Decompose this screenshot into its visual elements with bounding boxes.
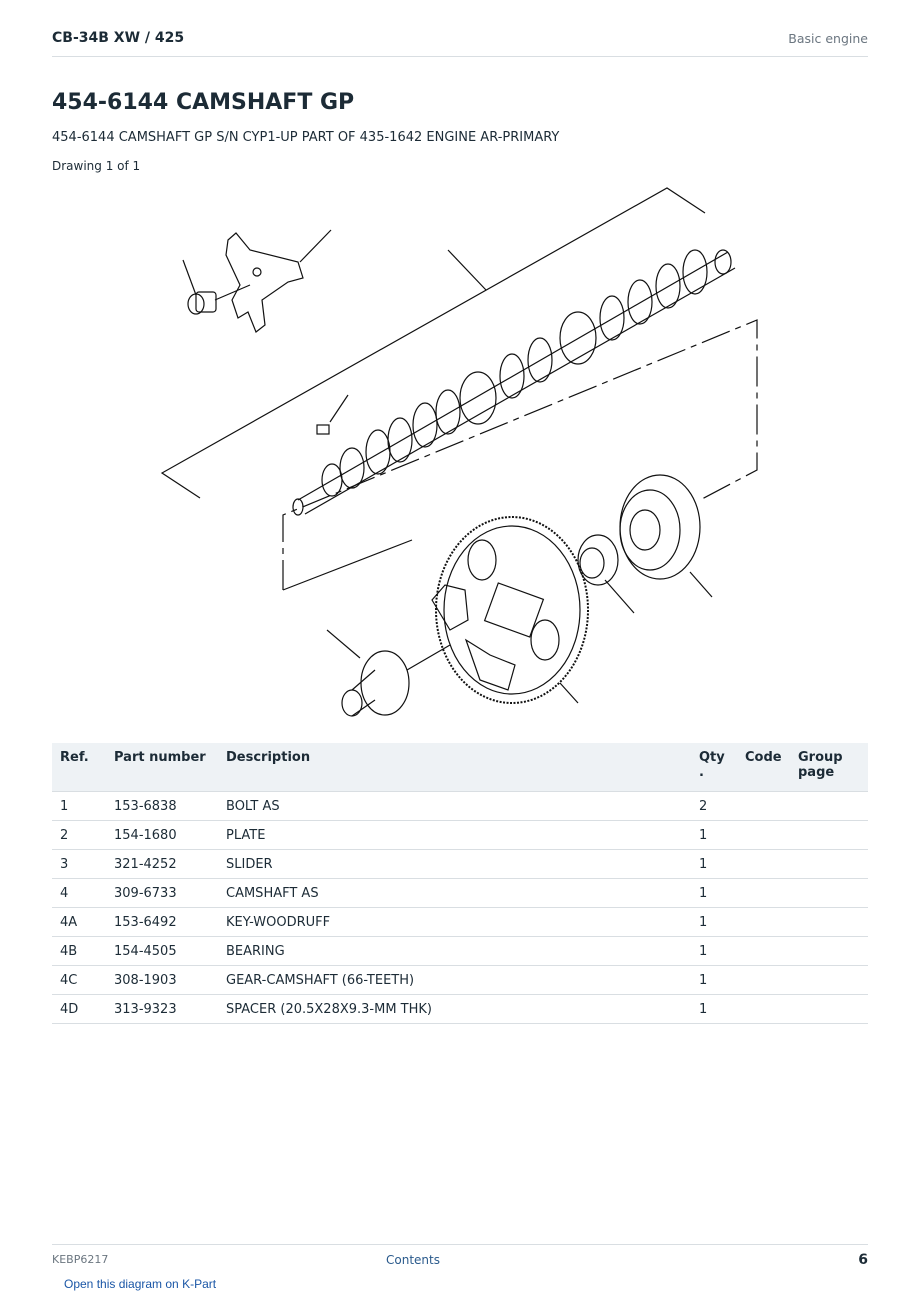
cell-qty: 1 <box>691 879 737 908</box>
cell-ref: 4 <box>52 879 106 908</box>
gear-drawing <box>432 517 588 703</box>
cell-description: BOLT AS <box>218 792 691 821</box>
cell-group-page <box>790 792 868 821</box>
woodruff-key-drawing <box>317 395 348 434</box>
cell-part-number: 308-1903 <box>106 966 218 995</box>
page-number: 6 <box>858 1252 868 1268</box>
page-subtitle: 454-6144 CAMSHAFT GP S/N CYP1-UP PART OF 435-1642 ENGINE AR-PRIMARY <box>52 130 560 145</box>
table-row <box>52 850 868 879</box>
cell-description: CAMSHAFT AS <box>218 879 691 908</box>
plate-drawing <box>226 230 331 332</box>
cell-qty: 1 <box>691 908 737 937</box>
cell-code <box>737 821 790 850</box>
cell-description: PLATE <box>218 821 691 850</box>
cell-description: SLIDER <box>218 850 691 879</box>
cell-qty: 1 <box>691 937 737 966</box>
cell-qty: 1 <box>691 821 737 850</box>
table-row <box>52 879 868 908</box>
table-row <box>52 995 868 1024</box>
open-diagram-link[interactable]: Open this diagram on K-Part <box>64 1277 217 1291</box>
parts-table <box>52 743 868 1024</box>
cell-part-number: 321-4252 <box>106 850 218 879</box>
cell-group-page <box>790 850 868 879</box>
page-title: 454-6144 CAMSHAFT GP <box>52 90 355 115</box>
table-row <box>52 908 868 937</box>
bolt-drawing <box>183 260 250 314</box>
cell-code <box>737 995 790 1024</box>
cell-ref: 1 <box>52 792 106 821</box>
table-row <box>52 937 868 966</box>
page-header <box>52 28 868 57</box>
cell-description: BEARING <box>218 937 691 966</box>
footer-divider <box>52 1244 868 1245</box>
table-row <box>52 792 868 821</box>
col-description-header: Description <box>218 743 691 792</box>
col-qty-header: Qty . <box>691 743 737 792</box>
cell-qty: 1 <box>691 850 737 879</box>
slider-drawing <box>327 630 450 716</box>
cell-ref: 2 <box>52 821 106 850</box>
cell-part-number: 313-9323 <box>106 995 218 1024</box>
bearing-drawing <box>620 475 712 597</box>
diagram-frame-top <box>162 188 705 498</box>
cell-qty: 2 <box>691 792 737 821</box>
cell-qty: 1 <box>691 995 737 1024</box>
cell-description: SPACER (20.5X28X9.3-MM THK) <box>218 995 691 1024</box>
cell-ref: 3 <box>52 850 106 879</box>
cell-group-page <box>790 966 868 995</box>
cell-part-number: 309-6733 <box>106 879 218 908</box>
cell-ref: 4A <box>52 908 106 937</box>
col-code-header: Code <box>737 743 790 792</box>
col-part-number-header: Part number <box>106 743 218 792</box>
cell-part-number: 153-6838 <box>106 792 218 821</box>
table-row <box>52 966 868 995</box>
cell-description: GEAR-CAMSHAFT (66-TEETH) <box>218 966 691 995</box>
cell-code <box>737 908 790 937</box>
cell-group-page <box>790 908 868 937</box>
col-group-page-header: Group page <box>790 743 868 792</box>
camshaft-drawing <box>293 250 735 515</box>
cell-group-page <box>790 995 868 1024</box>
cell-ref: 4B <box>52 937 106 966</box>
cell-part-number: 154-4505 <box>106 937 218 966</box>
camshaft-exploded-diagram <box>150 180 770 725</box>
cell-code <box>737 850 790 879</box>
section-label: Basic engine <box>788 31 868 46</box>
cell-group-page <box>790 821 868 850</box>
cell-description: KEY-WOODRUFF <box>218 908 691 937</box>
document-id: KEBP6217 <box>52 1253 109 1266</box>
cell-ref: 4C <box>52 966 106 995</box>
table-header-row <box>52 743 868 792</box>
cell-part-number: 153-6492 <box>106 908 218 937</box>
model-label: CB-34B XW / 425 <box>52 30 185 46</box>
cell-code <box>737 792 790 821</box>
table-row <box>52 821 868 850</box>
cell-part-number: 154-1680 <box>106 821 218 850</box>
drawing-count-label: Drawing 1 of 1 <box>52 159 141 173</box>
cell-ref: 4D <box>52 995 106 1024</box>
cell-group-page <box>790 937 868 966</box>
diagram-leader <box>448 250 486 290</box>
spacer-drawing <box>578 535 634 613</box>
col-ref-header: Ref. <box>52 743 106 792</box>
contents-link[interactable]: Contents <box>386 1253 440 1267</box>
cell-code <box>737 966 790 995</box>
cell-qty: 1 <box>691 966 737 995</box>
cell-code <box>737 937 790 966</box>
cell-code <box>737 879 790 908</box>
cell-group-page <box>790 879 868 908</box>
